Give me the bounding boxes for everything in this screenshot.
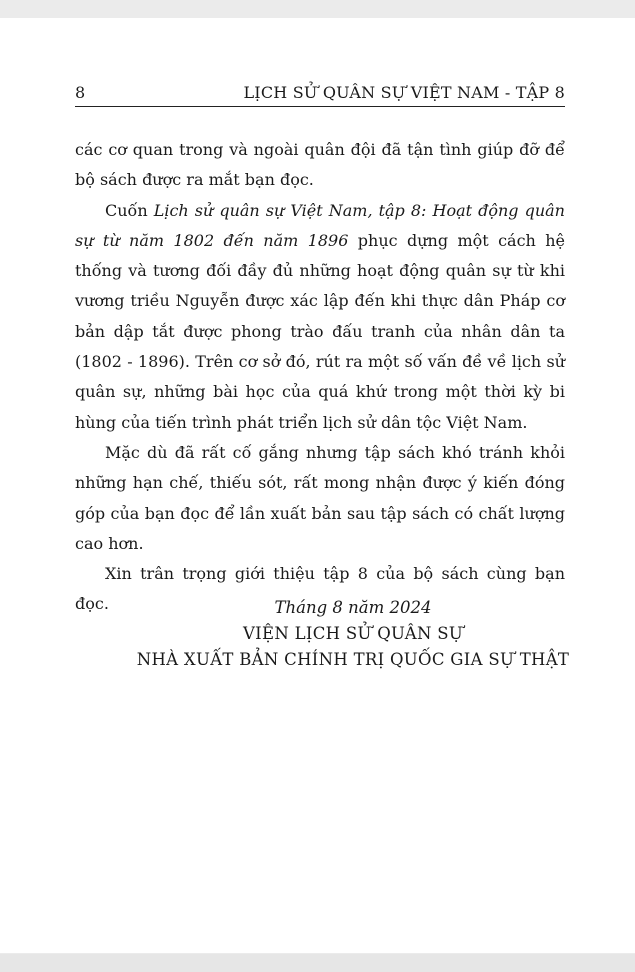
running-title: LỊCH SỬ QUÂN SỰ VIỆT NAM - TẬP 8 bbox=[243, 83, 565, 102]
bottom-strip bbox=[0, 954, 635, 972]
signature-org-publisher: NHÀ XUẤT BẢN CHÍNH TRỊ QUỐC GIA SỰ THẬT bbox=[136, 650, 570, 669]
paragraph-introduction: Xin trân trọng giới thiệu tập 8 của bộ sách cùng bạn đọc. bbox=[75, 564, 565, 614]
book-title-italic: Lịch sử quân sự Việt Nam, tập 8: Hoạt động quân sự từ năm 1802 đến năm 1896 bbox=[75, 200, 565, 250]
running-header bbox=[75, 80, 565, 107]
signature-date: Tháng 8 năm 2024 bbox=[274, 598, 432, 617]
paragraph-continued: các cơ quan trong và ngoài quân đội đã tận tình giúp đỡ để bộ sách được ra mắt bạn đọc. bbox=[75, 140, 565, 190]
body-text bbox=[75, 135, 565, 620]
paragraph-lead: Cuốn bbox=[105, 200, 154, 220]
paragraph-rest: phục dựng một cách hệ thống và tương đối đầy đủ những hoạt động quân sự từ khi vương triều Nguyễn được xác lập đến khi thực dân Pháp cơ bản dập tắt được phong trào đấu tranh của nhân dân ta (1802 - 1896). Trên cơ sở đó, rút ra một số vấn đề về lịch sử quân sự, những bài học của quá khứ trong một thời kỳ bi hùng của tiến trình phát triển lịch sử dân tộc Việt Nam. bbox=[75, 230, 565, 432]
paragraph-feedback: Mặc dù đã rất cố gắng nhưng tập sách khó tránh khỏi những hạn chế, thiếu sót, rất mong nhận được ý kiến đóng góp của bạn đọc để lần xuất bản sau tập sách có chất lượng cao hơn. bbox=[75, 442, 565, 553]
page-number: 8 bbox=[75, 83, 86, 102]
signature-block bbox=[75, 595, 631, 673]
paragraph-book-description bbox=[75, 196, 565, 438]
book-page bbox=[0, 18, 635, 953]
signature-org-institute: VIỆN LỊCH SỬ QUÂN SỰ bbox=[242, 624, 464, 643]
